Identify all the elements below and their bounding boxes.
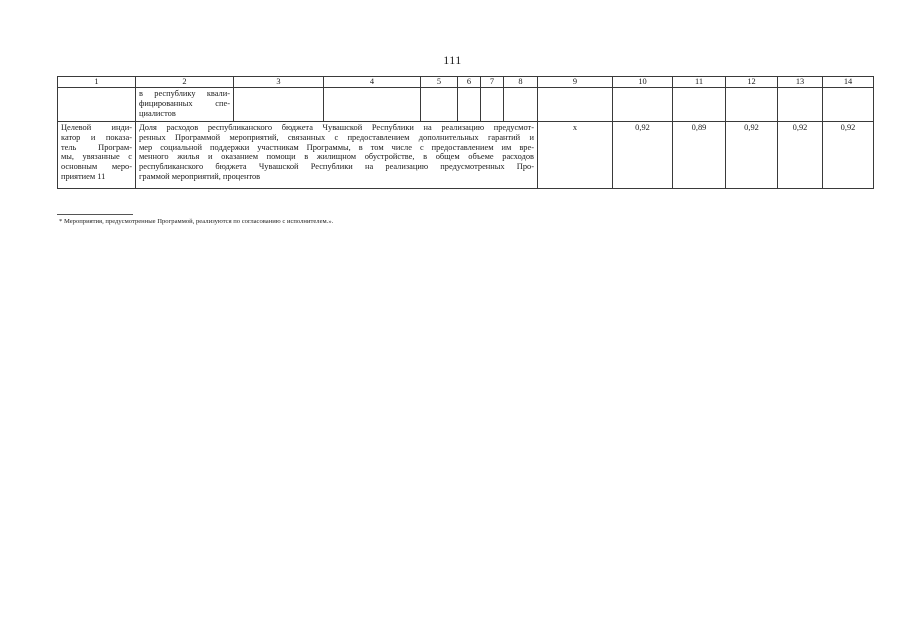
table-cell: 0,92: [613, 122, 673, 189]
table-cell: [504, 88, 538, 122]
table-cell: [234, 88, 324, 122]
indicator-description-cell: [136, 122, 538, 189]
table-cell: [538, 88, 613, 122]
cell-text-line: приятием 11: [61, 171, 106, 181]
header-cell: 9: [538, 77, 613, 88]
cell-text-line: мер социальной поддержки участникам Программы, в том числе с предоставлением им вре-: [139, 142, 534, 152]
table-row: [58, 122, 874, 189]
header-cell: 12: [726, 77, 778, 88]
table-header-row: [58, 77, 874, 88]
cell-text-line: мы, увязанные с: [61, 152, 132, 162]
header-cell: 11: [673, 77, 726, 88]
table-cell: [421, 88, 458, 122]
header-cell: 7: [481, 77, 504, 88]
table-cell: [324, 88, 421, 122]
table-cell: [823, 88, 874, 122]
header-cell: 14: [823, 77, 874, 88]
cell-text-line: фицированных спе-: [139, 98, 230, 108]
program-indicator-table: [57, 76, 874, 189]
header-cell: 10: [613, 77, 673, 88]
table-row: [58, 88, 874, 122]
table-cell: [778, 88, 823, 122]
cell-text-line: циалистов: [139, 108, 176, 118]
cell-text-line: катор и показа-: [61, 132, 132, 142]
table-cell: 0,92: [726, 122, 778, 189]
header-cell: 5: [421, 77, 458, 88]
header-cell: 2: [136, 77, 234, 88]
cell-text-line: основным меро-: [61, 162, 132, 172]
table-cell: [58, 88, 136, 122]
cell-text-line: в республику квали-: [139, 89, 230, 98]
footnote-separator: [57, 214, 133, 215]
cell-text-line: ренных Программой мероприятий, связанных с предоставлением дополнительных гарантий и: [139, 132, 534, 142]
header-cell: 13: [778, 77, 823, 88]
cell-text-line: республиканского бюджета Чувашской Республики на реализацию предусмотренных Про-: [139, 162, 534, 172]
header-cell: 4: [324, 77, 421, 88]
table-cell: [481, 88, 504, 122]
cell-text-line: граммой мероприятий, процентов: [139, 171, 261, 181]
table-cell: 0,92: [778, 122, 823, 189]
header-cell: 6: [458, 77, 481, 88]
table-cell: x: [538, 122, 613, 189]
cell-text-line: менного жилья и оказанием помощи в жилищном обустройстве, в общем объеме расходов: [139, 152, 534, 162]
cell-text-line: Целевой инди-: [61, 123, 132, 132]
table-cell: 0,89: [673, 122, 726, 189]
table-cell: [458, 88, 481, 122]
indicator-name-cell: [58, 122, 136, 189]
table-cell: 0,92: [823, 122, 874, 189]
cell-text-line: Доля расходов республиканского бюджета Чувашской Республики на реализацию предусмот-: [139, 123, 534, 132]
table-cell: [726, 88, 778, 122]
table-cell: [673, 88, 726, 122]
cell-text-line: тель Програм-: [61, 142, 132, 152]
table-cell: [136, 88, 234, 122]
table-cell: [613, 88, 673, 122]
header-cell: 8: [504, 77, 538, 88]
footnote: * Мероприятия, предусмотренные Программой, реализуются по согласованию с исполнителем.».: [59, 218, 334, 225]
page-number: 111: [443, 53, 462, 67]
header-cell: 1: [58, 77, 136, 88]
header-cell: 3: [234, 77, 324, 88]
